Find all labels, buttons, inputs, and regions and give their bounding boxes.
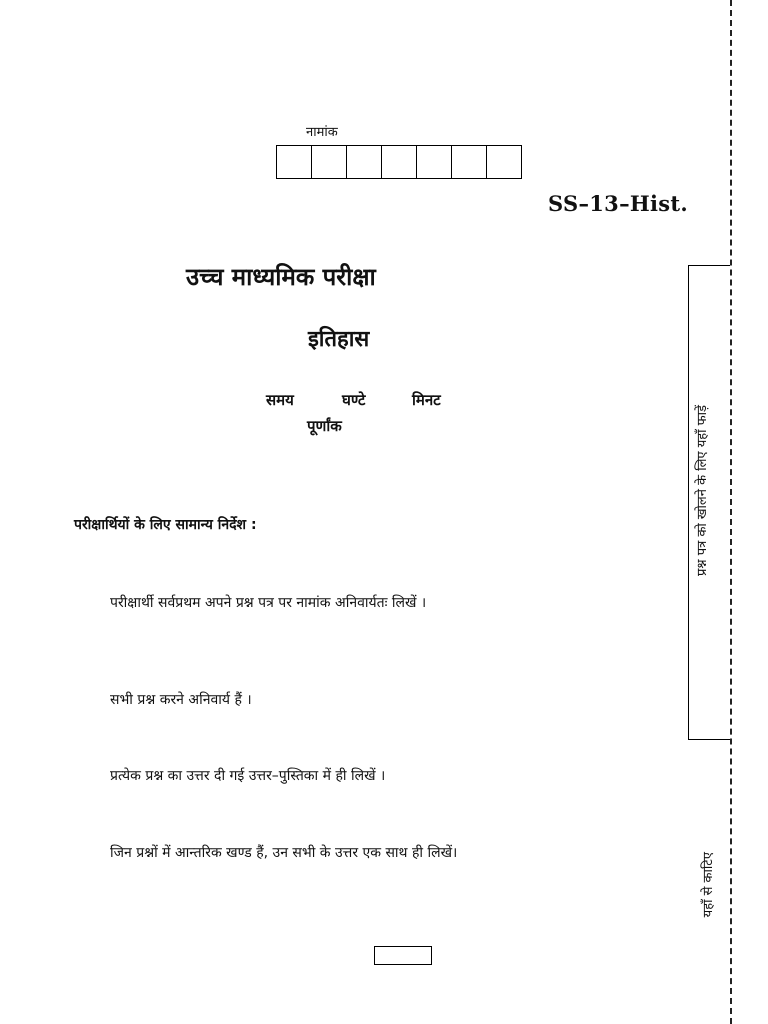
cut-line bbox=[730, 0, 732, 1024]
instructions-heading: परीक्षार्थियों के लिए सामान्य निर्देश : bbox=[74, 517, 257, 533]
time-label: समय bbox=[266, 391, 294, 409]
roll-number-boxes[interactable] bbox=[276, 145, 521, 179]
instruction-item: प्रत्येक प्रश्न का उत्तर दी गई उत्तर–पुस्तिका में ही लिखें । bbox=[110, 768, 386, 784]
roll-digit-box[interactable] bbox=[346, 145, 382, 179]
roll-digit-box[interactable] bbox=[451, 145, 487, 179]
instruction-item: जिन प्रश्नों में आन्तरिक खण्ड हैं, उन सभी के उत्तर एक साथ ही लिखें। bbox=[110, 845, 458, 861]
roll-digit-box[interactable] bbox=[486, 145, 522, 179]
hours-label: घण्टे bbox=[342, 391, 366, 409]
page-number-box bbox=[374, 946, 432, 965]
exam-title: उच्च माध्यमिक परीक्षा bbox=[186, 263, 376, 291]
roll-digit-box[interactable] bbox=[311, 145, 347, 179]
roll-digit-box[interactable] bbox=[381, 145, 417, 179]
subject-title: इतिहास bbox=[308, 327, 370, 352]
time-row bbox=[266, 390, 441, 410]
instruction-item: सभी प्रश्न करने अनिवार्य हैं । bbox=[110, 692, 252, 708]
roll-digit-box[interactable] bbox=[416, 145, 452, 179]
paper-code: SS–13–Hist. bbox=[548, 191, 689, 216]
roll-number-label: नामांक bbox=[306, 125, 338, 140]
cut-instruction: यहाँ से काटिए bbox=[701, 852, 716, 918]
minutes-label: मिनट bbox=[412, 391, 441, 409]
instruction-item: परीक्षार्थी सर्वप्रथम अपने प्रश्न पत्र पर नामांक अनिवार्यतः लिखें । bbox=[110, 595, 427, 611]
max-marks-label: पूर्णांक bbox=[307, 417, 342, 435]
roll-digit-box[interactable] bbox=[276, 145, 312, 179]
tear-instruction: प्रश्न पत्र को खोलने के लिए यहाँ फाड़ें bbox=[695, 405, 710, 576]
